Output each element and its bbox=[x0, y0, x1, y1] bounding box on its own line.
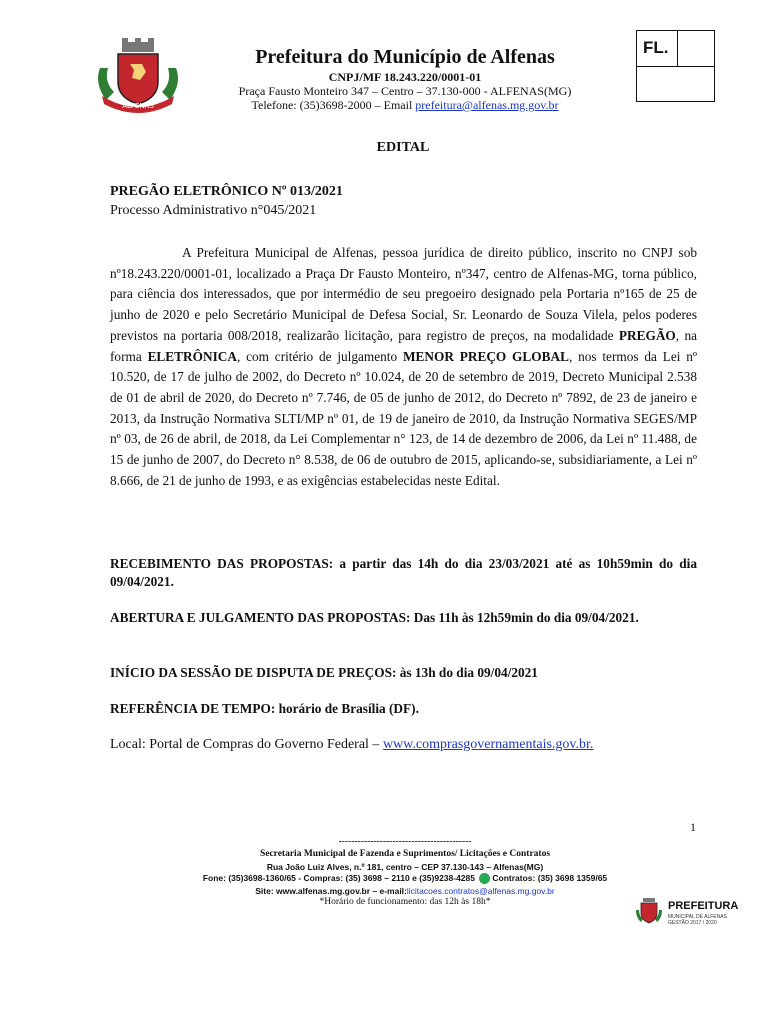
inicio-sessao: INÍCIO DA SESSÃO DE DISPUTA DE PREÇOS: às 13h do dia 09/04/2021 bbox=[110, 665, 538, 680]
footer-site-text: Site: www.alfenas.mg.gov.br – e-mail: bbox=[255, 886, 407, 896]
header-email-link[interactable]: prefeitura@alfenas.mg.gov.br bbox=[415, 98, 559, 112]
footer-logo-subtitle: MUNICIPAL DE ALFENAS bbox=[668, 914, 727, 920]
folio-divider bbox=[677, 31, 678, 66]
header-address: Praça Fausto Monteiro 347 – Centro – 37.130-000 - ALFENAS(MG) bbox=[238, 84, 572, 98]
page-number: 1 bbox=[690, 820, 696, 834]
compras-governamentais-link[interactable]: www.comprasgovernamentais.gov.br. bbox=[382, 737, 594, 752]
footer-phones bbox=[150, 873, 660, 884]
body-text: , com critério de julgamento bbox=[236, 348, 403, 364]
local-line bbox=[110, 737, 593, 753]
footer-department: Secretaria Municipal de Fazenda e Suprimentos/ Licitações e Contratos bbox=[259, 849, 551, 859]
municipal-crest-icon bbox=[92, 38, 184, 114]
footer-site bbox=[150, 886, 660, 896]
folio-divider bbox=[637, 66, 714, 67]
abertura-julgamento: ABERTURA E JULGAMENTO DAS PROPOSTAS: Das 11h às 12h59min do dia 09/04/2021. bbox=[110, 610, 639, 625]
prefeitura-logo-icon bbox=[634, 896, 664, 926]
local-label: Local: Portal de Compras do Governo Federal – bbox=[110, 737, 383, 752]
footer-logo-title: PREFEITURA bbox=[668, 900, 739, 912]
pregao-number: PREGÃO ELETRÔNICO Nº 013/2021 bbox=[110, 184, 343, 199]
header-contact bbox=[190, 98, 620, 113]
footer-email-link[interactable]: licitacoes.contratos@alfenas.mg.gov.br bbox=[406, 886, 555, 896]
header-cnpj: CNPJ/MF 18.243.220/0001-01 bbox=[328, 70, 482, 84]
footer-hours: *Horário de funcionamento: das 12h às 18h* bbox=[319, 897, 491, 907]
body-bold: ELETRÔNICA bbox=[147, 348, 237, 364]
body-bold: MENOR PREÇO GLOBAL bbox=[402, 348, 569, 364]
body-text: , na forma bbox=[110, 327, 697, 364]
footer-address: Rua João Luiz Alves, n.º 181, centro – CEP 37.130-143 – Alfenas(MG) bbox=[266, 862, 544, 872]
body-text: A Prefeitura Municipal de Alfenas, pessoa jurídica de direito público, inscrito no CNPJ sob nº18.243.220/0001-01, localizado a Praça Dr Fausto Monteiro, nº347, centro de Alfenas-MG, torna público, para ciência dos interessados, que por intermédio de seu pregoeiro designado pela Portaria nº165 de 25 de junho de 2020 e pelo Secretário Municipal de Defesa Social, Sr. Leonardo de Souza Vilela, pelos poderes previstos na portaria 008/2018, realizarão licitação, para registro de preços, na modalidade bbox=[110, 245, 697, 343]
footer-divider: ------------------------------------------ bbox=[338, 837, 472, 847]
whatsapp-icon bbox=[479, 873, 490, 884]
header-phone: Telefone: (35)3698-2000 – Email bbox=[251, 98, 416, 112]
page-title: Prefeitura do Município de Alfenas bbox=[255, 46, 555, 68]
processo-number: Processo Administrativo n°045/2021 bbox=[110, 203, 317, 218]
edital-body-paragraph bbox=[110, 243, 697, 491]
referencia-tempo: REFERÊNCIA DE TEMPO: horário de Brasília (DF). bbox=[110, 701, 419, 716]
body-bold: PREGÃO bbox=[618, 327, 676, 343]
crest-banner-text: ALFENAS bbox=[122, 102, 154, 110]
footer-phones-text: Fone: (35)3698-1360/65 - Compras: (35) 3698 – 2110 e (35)9238-4285 bbox=[202, 873, 478, 883]
footer-logo-subtitle: GESTÃO 2017 / 2020 bbox=[668, 920, 717, 926]
recebimento-propostas: RECEBIMENTO DAS PROPOSTAS: a partir das 14h do dia 23/03/2021 até as 10h59min do dia 09/04/2021. bbox=[110, 556, 697, 589]
document-title: EDITAL bbox=[376, 140, 430, 155]
body-text: , nos termos da Lei nº 10.520, de 17 de julho de 2002, do Decreto nº 10.024, de 20 de setembro de 2019, Decreto Municipal 2.538 de 01 de abril de 2020, do Decreto nº 7.746, de 05 de junho de 2012, do Decreto nº 7892, de 23 de janeiro e 2013, da Instrução Normativa SLTI/MP nº 01, de 19 de janeiro de 2010, da Instrução Normativa SEGES/MP nº 03, de 26 de abril, de 2018, da Lei Complementar n° 123, de 14 de dezembro de 2006, da Lei nº 11.488, de 15 de junho de 2007, do Decreto n° 8.538, de 06 de outubro de 2015, aplicando-se, subsidiariamente, a Lei nº 8.666, de 21 de junho de 1993, e as exigências estabelecidas neste Edital. bbox=[110, 348, 697, 488]
folio-box bbox=[636, 30, 715, 102]
folio-label: FL. bbox=[643, 38, 669, 57]
footer-contracts-phone: Contratos: (35) 3698 1359/65 bbox=[492, 873, 608, 883]
